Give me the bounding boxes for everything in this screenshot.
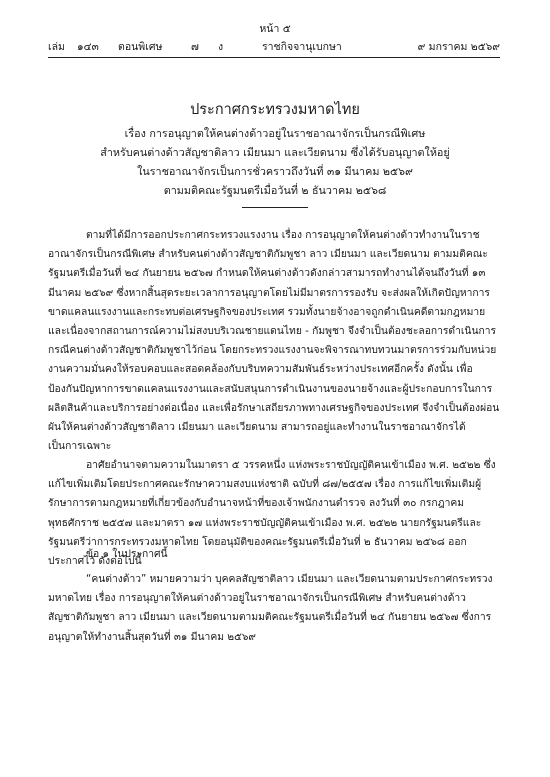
- section-label: ตอนพิเศษ: [118, 41, 163, 53]
- subject-line-4: ตามมติคณะรัฐมนตรีเมื่อวันที่ ๒ ธันวาคม ๒๕๖๘: [163, 184, 387, 197]
- section-number: ๗: [191, 41, 199, 53]
- title-divider: [242, 207, 308, 208]
- subject-line-2: สำหรับคนต่างด้าวสัญชาติลาว เมียนมา และเวียดนาม ซึ่งได้รับอนุญาตให้อยู่: [100, 146, 450, 159]
- subject-line-1: เรื่อง การอนุญาตให้คนต่างด้าวอยู่ในราชอาณาจักรเป็นกรณีพิเศษ: [124, 127, 426, 140]
- section-letter: ง: [218, 41, 224, 53]
- gazette-date: ๙ มกราคม ๒๕๖๙: [417, 41, 500, 53]
- subject-line-3: ในราชอาณาจักรเป็นการชั่วคราวถึงวันที่ ๓๑ มีนาคม ๒๕๖๙: [137, 165, 413, 178]
- body-paragraph-2: อาศัยอำนาจตามความในมาตรา ๕ วรรคหนึ่ง แห่งพระราชบัญญัติคนเข้าเมือง พ.ศ. ๒๕๒๒ ซึ่งแก้ไขเพิ่มเติมโดยประกาศคณะรักษาความสงบแห่งชาติ ฉบับที่ ๘๗/๒๕๕๗ เรื่อง การแก้ไขเพิ่มเติมผู้รักษาการตามกฎหมายที่เกี่ยวข้องกับอำนาจหน้าที่ของเจ้าพนักงานตำรวจ ลงวันที่ ๓๐ กรกฎาคม พุทธศักราช ๒๕๕๗ และมาตรา ๑๗ แห่งพระราชบัญญัติคนเข้าเมือง พ.ศ. ๒๕๒๒ นายกรัฐมนตรีและรัฐมนตรีว่าการกระทรวงมหาดไทย โดยอนุมัติของคณะรัฐมนตรีเมื่อวันที่ ๒ ธันวาคม ๒๕๖๘ ออกประกาศไว้ ดังต่อไปนี้: [48, 459, 496, 568]
- announcement-title: ประกาศกระทรวงมหาดไทย: [190, 102, 360, 118]
- body-paragraph-3: “คนต่างด้าว” หมายความว่า บุคคลสัญชาติลาว เมียนมา และเวียดนามตามประกาศกระทรวงมหาดไทย เรื่อง การอนุญาตให้คนต่างด้าวอยู่ในราชอาณาจักรเป็นกรณีพิเศษ สำหรับคนต่างด้าวสัญชาติกัมพูชา ลาว เมียนมา และเวียดนามตามมติคณะรัฐมนตรีเมื่อวันที่ ๒๔ กันยายน ๒๕๖๗ ซึ่งการอนุญาตให้ทำงานสิ้นสุดวันที่ ๓๑ มีนาคม ๒๕๖๙: [48, 573, 493, 643]
- volume-label: เล่ม: [48, 41, 65, 53]
- page-number: หน้า ๕: [259, 23, 291, 35]
- volume-number: ๑๔๓: [77, 41, 99, 53]
- gazette-name: ราชกิจจานุเบกษา: [262, 41, 342, 53]
- clause-1-heading: ข้อ ๑ ในประกาศนี้: [86, 548, 168, 560]
- gazette-header: [48, 38, 500, 56]
- body-paragraph-1: ตามที่ได้มีการออกประกาศกระทรวงแรงงาน เรื่อง การอนุญาตให้คนต่างด้าวทำงานในราชอาณาจักรเป็นกรณีพิเศษ สำหรับคนต่างด้าวสัญชาติกัมพูชา ลาว เมียนมา และเวียดนาม ตามมติคณะรัฐมนตรีเมื่อวันที่ ๒๔ กันยายน ๒๕๖๗ กำหนดให้คนต่างด้าวดังกล่าวสามารถทำงานได้จนถึงวันที่ ๑๓ มีนาคม ๒๕๖๙ ซึ่งหากสิ้นสุดระยะเวลาการอนุญาตโดยไม่มีมาตรการรองรับ จะส่งผลให้เกิดปัญหาการขาดแคลนแรงงานและกระทบต่อเศรษฐกิจของประเทศ รวมทั้งนายจ้างอาจถูกดำเนินคดีตามกฎหมาย และเนื่องจากสถานการณ์ความไม่สงบบริเวณชายแดนไทย - กัมพูชา จึงจำเป็นต้องชะลอการดำเนินการกรณีคนต่างด้าวสัญชาติกัมพูชาไว้ก่อน โดยกระทรวงแรงงานจะพิจารณาทบทวนมาตรการร่วมกับหน่วยงานความมั่นคงให้รอบคอบและสอดคล้องกับบริบทความสัมพันธ์ระหว่างประเทศอีกครั้ง ดังนั้น เพื่อป้องกันปัญหาการขาดแคลนแรงงานและสนับสนุนการดำเนินงานของนายจ้างและผู้ประกอบการในการผลิตสินค้าและบริการอย่างต่อเนื่อง และเพื่อรักษาเสถียรภาพทางเศรษฐกิจของประเทศ จึงจำเป็นต้องผ่อนผันให้คนต่างด้าวสัญชาติลาว เมียนมา และเวียดนาม สามารถอยู่และทำงานในราชอาณาจักรได้เป็นการเฉพาะ: [48, 229, 500, 453]
- header-divider: [48, 57, 500, 58]
